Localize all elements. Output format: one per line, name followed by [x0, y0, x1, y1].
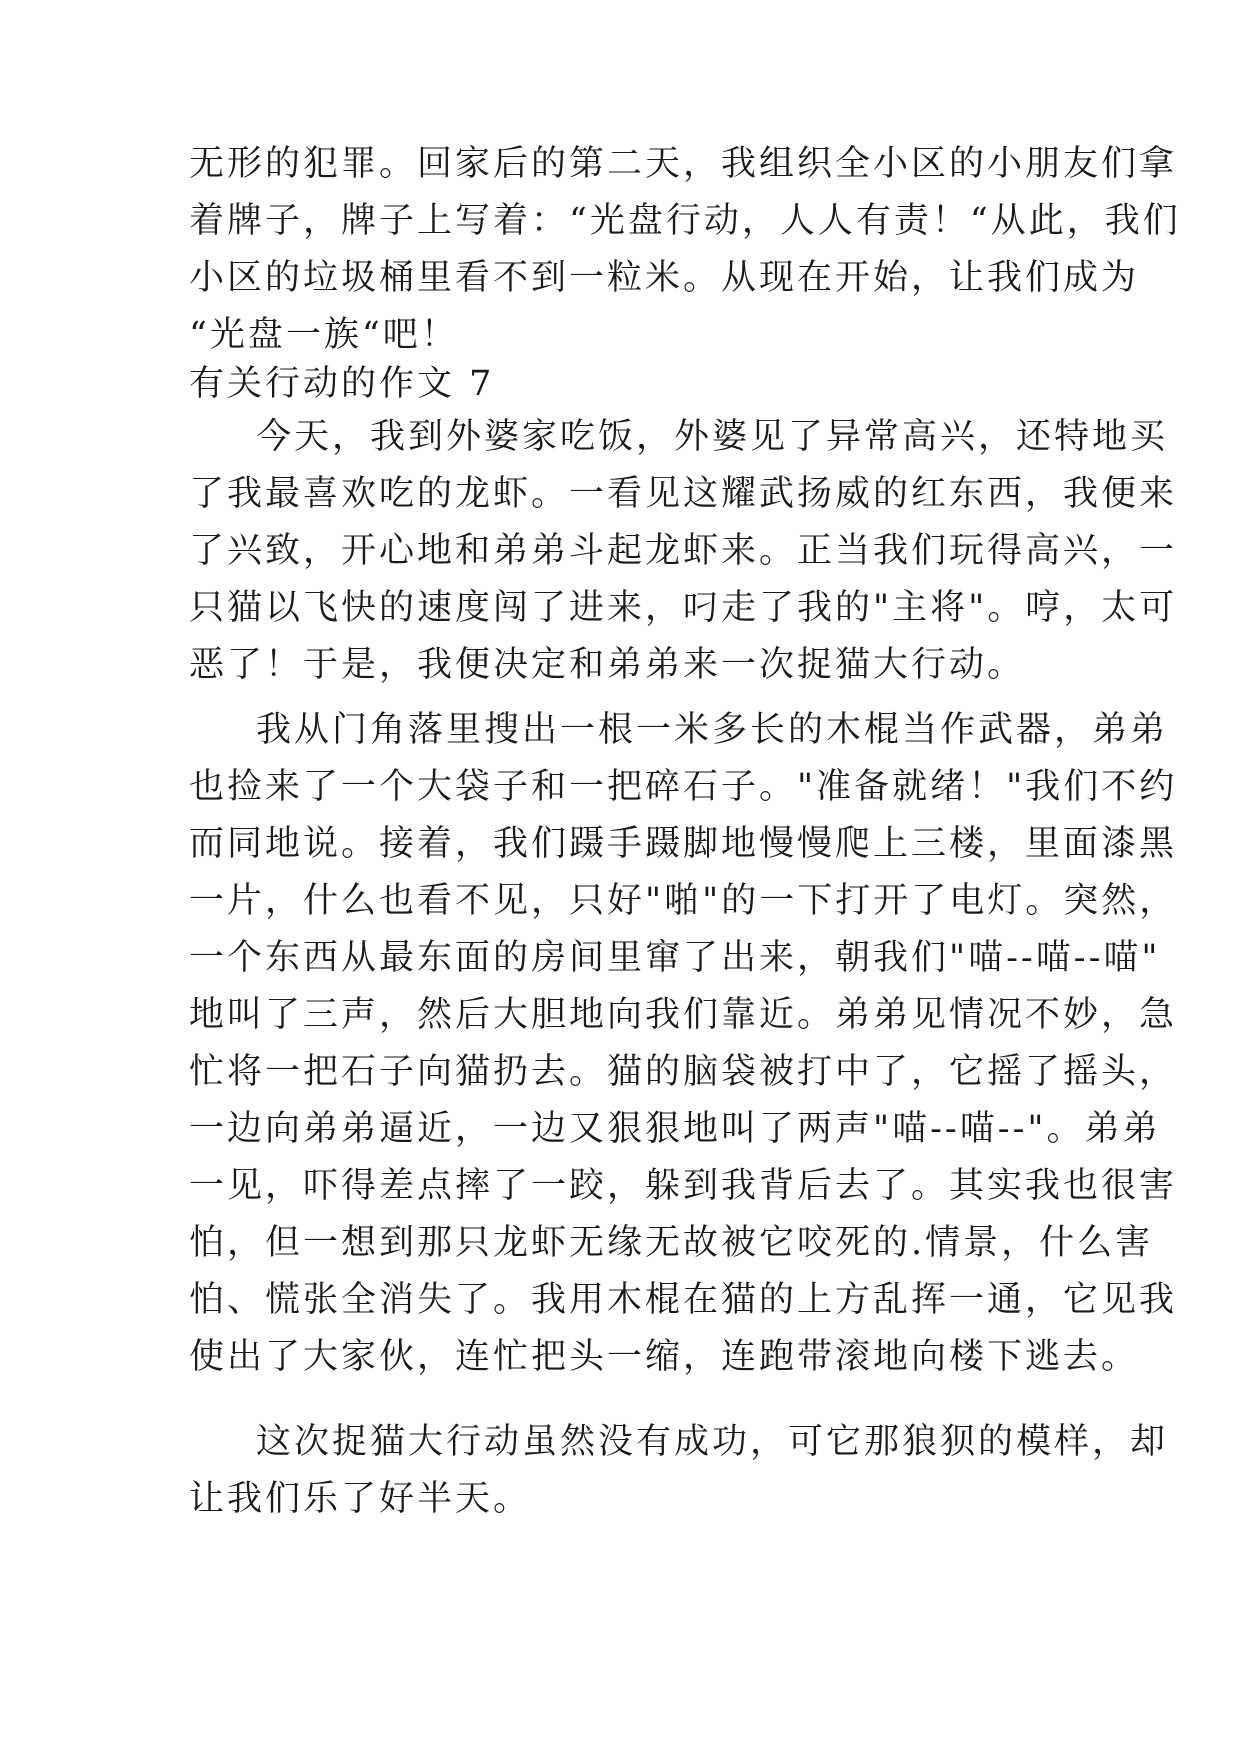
text-line: 地叫了三声，然后大胆地向我们靠近。弟弟见情况不妙，急 — [189, 995, 1178, 1035]
text-line: 了我最喜欢吃的龙虾。一看见这耀武扬威的红东西，我便来 — [189, 474, 1178, 514]
text-line: 一个东西从最东面的房间里窜了出来，朝我们"喵--喵--喵" — [189, 938, 1161, 978]
text-line: 怕、慌张全消失了。我用木棍在猫的上方乱挥一通，它见我 — [189, 1280, 1178, 1320]
text-line: 一见，吓得差点摔了一跤，躲到我背后去了。其实我也很害 — [189, 1166, 1178, 1206]
text-line: 无形的犯罪。回家后的第二天，我组织全小区的小朋友们拿 — [189, 144, 1178, 184]
paragraph-start-line: 今天，我到外婆家吃饭，外婆见了异常高兴，还特地买 — [256, 417, 1169, 457]
text-line: 小区的垃圾桶里看不到一粒米。从现在开始，让我们成为 — [189, 258, 1140, 298]
text-line: 一边向弟弟逼近，一边又狠狠地叫了两声"喵--喵--"。弟弟 — [189, 1109, 1161, 1149]
text-line: “光盘一族“吧！ — [189, 315, 459, 355]
text-line: 忙将一把石子向猫扔去。猫的脑袋被打中了，它摇了摇头， — [189, 1052, 1178, 1092]
text-line: 恶了！于是，我便决定和弟弟来一次捉猫大行动。 — [189, 645, 1026, 685]
text-line: 着牌子，牌子上写着：“光盘行动，人人有责！“从此，我们 — [189, 201, 1181, 241]
text-line: 而同地说。接着，我们蹑手蹑脚地慢慢爬上三楼，里面漆黑 — [189, 824, 1178, 864]
text-line: 也捡来了一个大袋子和一把碎石子。"准备就绪！"我们不约 — [189, 767, 1178, 807]
text-line: 让我们乐了好半天。 — [189, 1479, 532, 1519]
text-line: 一片，什么也看不见，只好"啪"的一下打开了电灯。突然， — [189, 881, 1178, 921]
text-line: 怕，但一想到那只龙虾无缘无故被它咬死的.情景，什么害 — [189, 1223, 1154, 1263]
text-line: 了兴致，开心地和弟弟斗起龙虾来。正当我们玩得高兴，一 — [189, 531, 1178, 571]
text-line: 使出了大家伙，连忙把头一缩，连跑带滚地向楼下逃去。 — [189, 1337, 1140, 1377]
paragraph-start-line: 我从门角落里搜出一根一米多长的木棍当作武器，弟弟 — [256, 710, 1169, 750]
paragraph-start-line: 这次捉猫大行动虽然没有成功，可它那狼狈的模样，却 — [256, 1422, 1169, 1462]
text-line: 只猫以飞快的速度闯了进来，叼走了我的"主将"。哼，太可 — [189, 588, 1178, 628]
section-heading: 有关行动的作文 7 — [189, 364, 495, 404]
